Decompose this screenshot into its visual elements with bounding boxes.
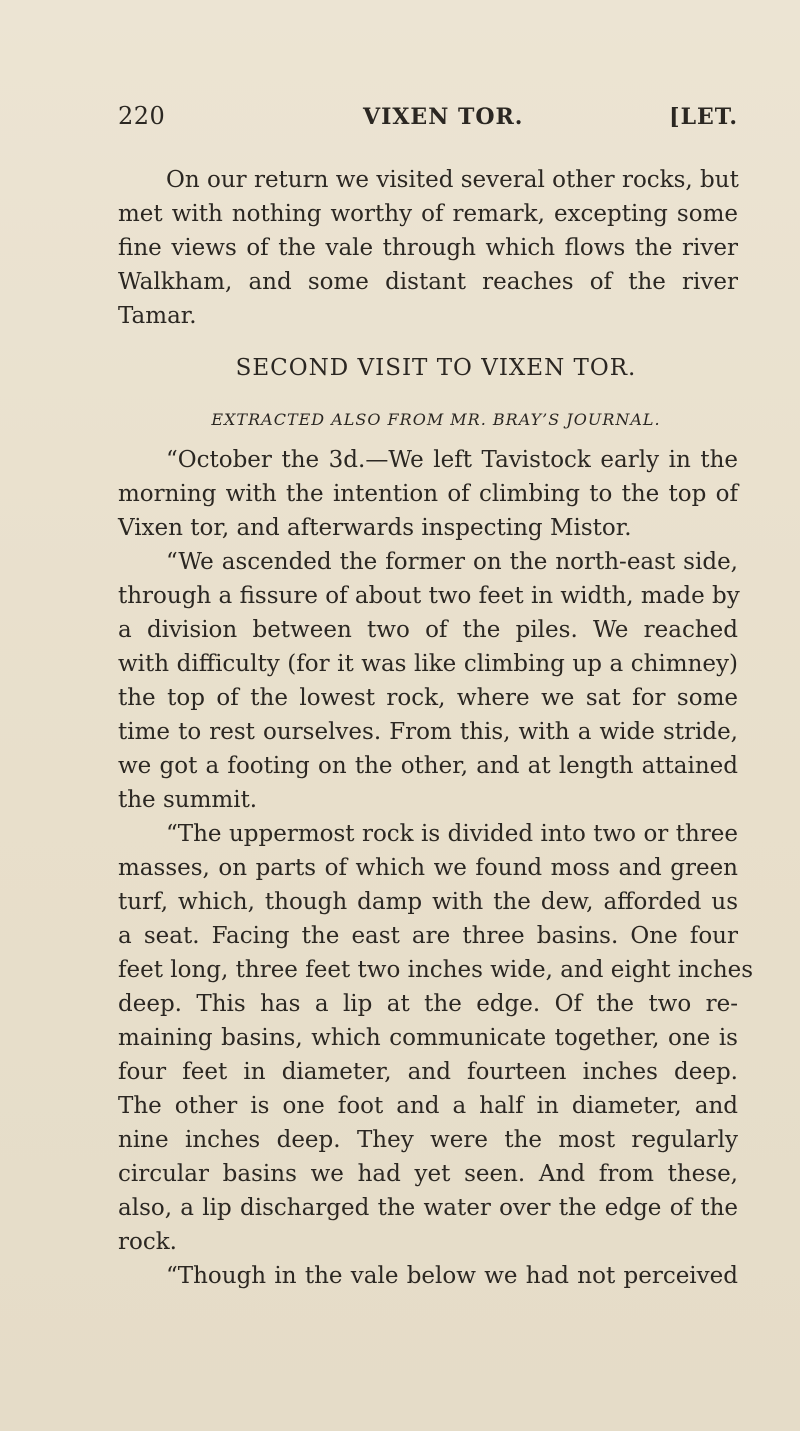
text-line: morning with the intention of climbing to the top of bbox=[118, 481, 738, 507]
text-line: Walkham, and some distant reaches of the river bbox=[118, 269, 738, 295]
text-line: feet long, three feet two inches wide, and eight inches bbox=[118, 957, 754, 983]
text-line: with difficulty (for it was like climbing up a chimney) bbox=[118, 651, 738, 677]
text-line: “The uppermost rock is divided into two or three bbox=[166, 821, 738, 847]
journal-text bbox=[118, 443, 754, 1293]
text-line: Vixen tor, and afterwards inspecting Mistor. bbox=[118, 515, 632, 541]
text-line: Tamar. bbox=[118, 303, 197, 329]
text-line: nine inches deep. They were the most regularly bbox=[118, 1127, 738, 1153]
text-line: through a fissure of about two feet in width, made by bbox=[118, 583, 740, 609]
text-line: deep. This has a lip at the edge. Of the two re- bbox=[118, 991, 738, 1017]
text-line: four feet in diameter, and fourteen inches deep. bbox=[118, 1059, 738, 1085]
text-line: a seat. Facing the east are three basins. One four bbox=[118, 923, 738, 949]
text-line: “Though in the vale below we had not perceived bbox=[166, 1263, 738, 1289]
text-line: also, a lip discharged the water over the edge of the bbox=[118, 1195, 738, 1221]
text-line: met with nothing worthy of remark, excepting some bbox=[118, 201, 738, 227]
text-line: fine views of the vale through which flows the river bbox=[118, 235, 738, 261]
section-subheading: EXTRACTED ALSO FROM MR. BRAY’S JOURNAL. bbox=[211, 410, 661, 429]
text-line: time to rest ourselves. From this, with a wide stride, bbox=[118, 719, 738, 745]
page-header bbox=[118, 102, 738, 148]
text-line: The other is one foot and a half in diameter, and bbox=[118, 1093, 738, 1119]
text-line: On our return we visited several other rocks, but bbox=[166, 167, 739, 193]
text-line: the top of the lowest rock, where we sat for some bbox=[118, 685, 738, 711]
running-title: VIXEN TOR. bbox=[363, 104, 524, 130]
intro-paragraph bbox=[118, 163, 738, 333]
text-line: turf, which, though damp with the dew, afforded us bbox=[118, 889, 738, 915]
text-line: the summit. bbox=[118, 787, 258, 813]
text-line: maining basins, which communicate together, one is bbox=[118, 1025, 738, 1051]
text-line: “October the 3d.—We left Tavistock early in the bbox=[166, 447, 738, 473]
text-line: rock. bbox=[118, 1229, 177, 1255]
text-line: a division between two of the piles. We reached bbox=[118, 617, 738, 643]
section-heading: SECOND VISIT TO VIXEN TOR. bbox=[235, 355, 637, 381]
text-line: circular basins we had yet seen. And from these, bbox=[118, 1161, 738, 1187]
text-line: masses, on parts of which we found moss and green bbox=[118, 855, 738, 881]
text-line: we got a footing on the other, and at length attained bbox=[118, 753, 738, 779]
section-mark: [LET. bbox=[669, 104, 738, 130]
text-line: “We ascended the former on the north-east side, bbox=[166, 549, 738, 575]
page-number: 220 bbox=[118, 102, 166, 130]
